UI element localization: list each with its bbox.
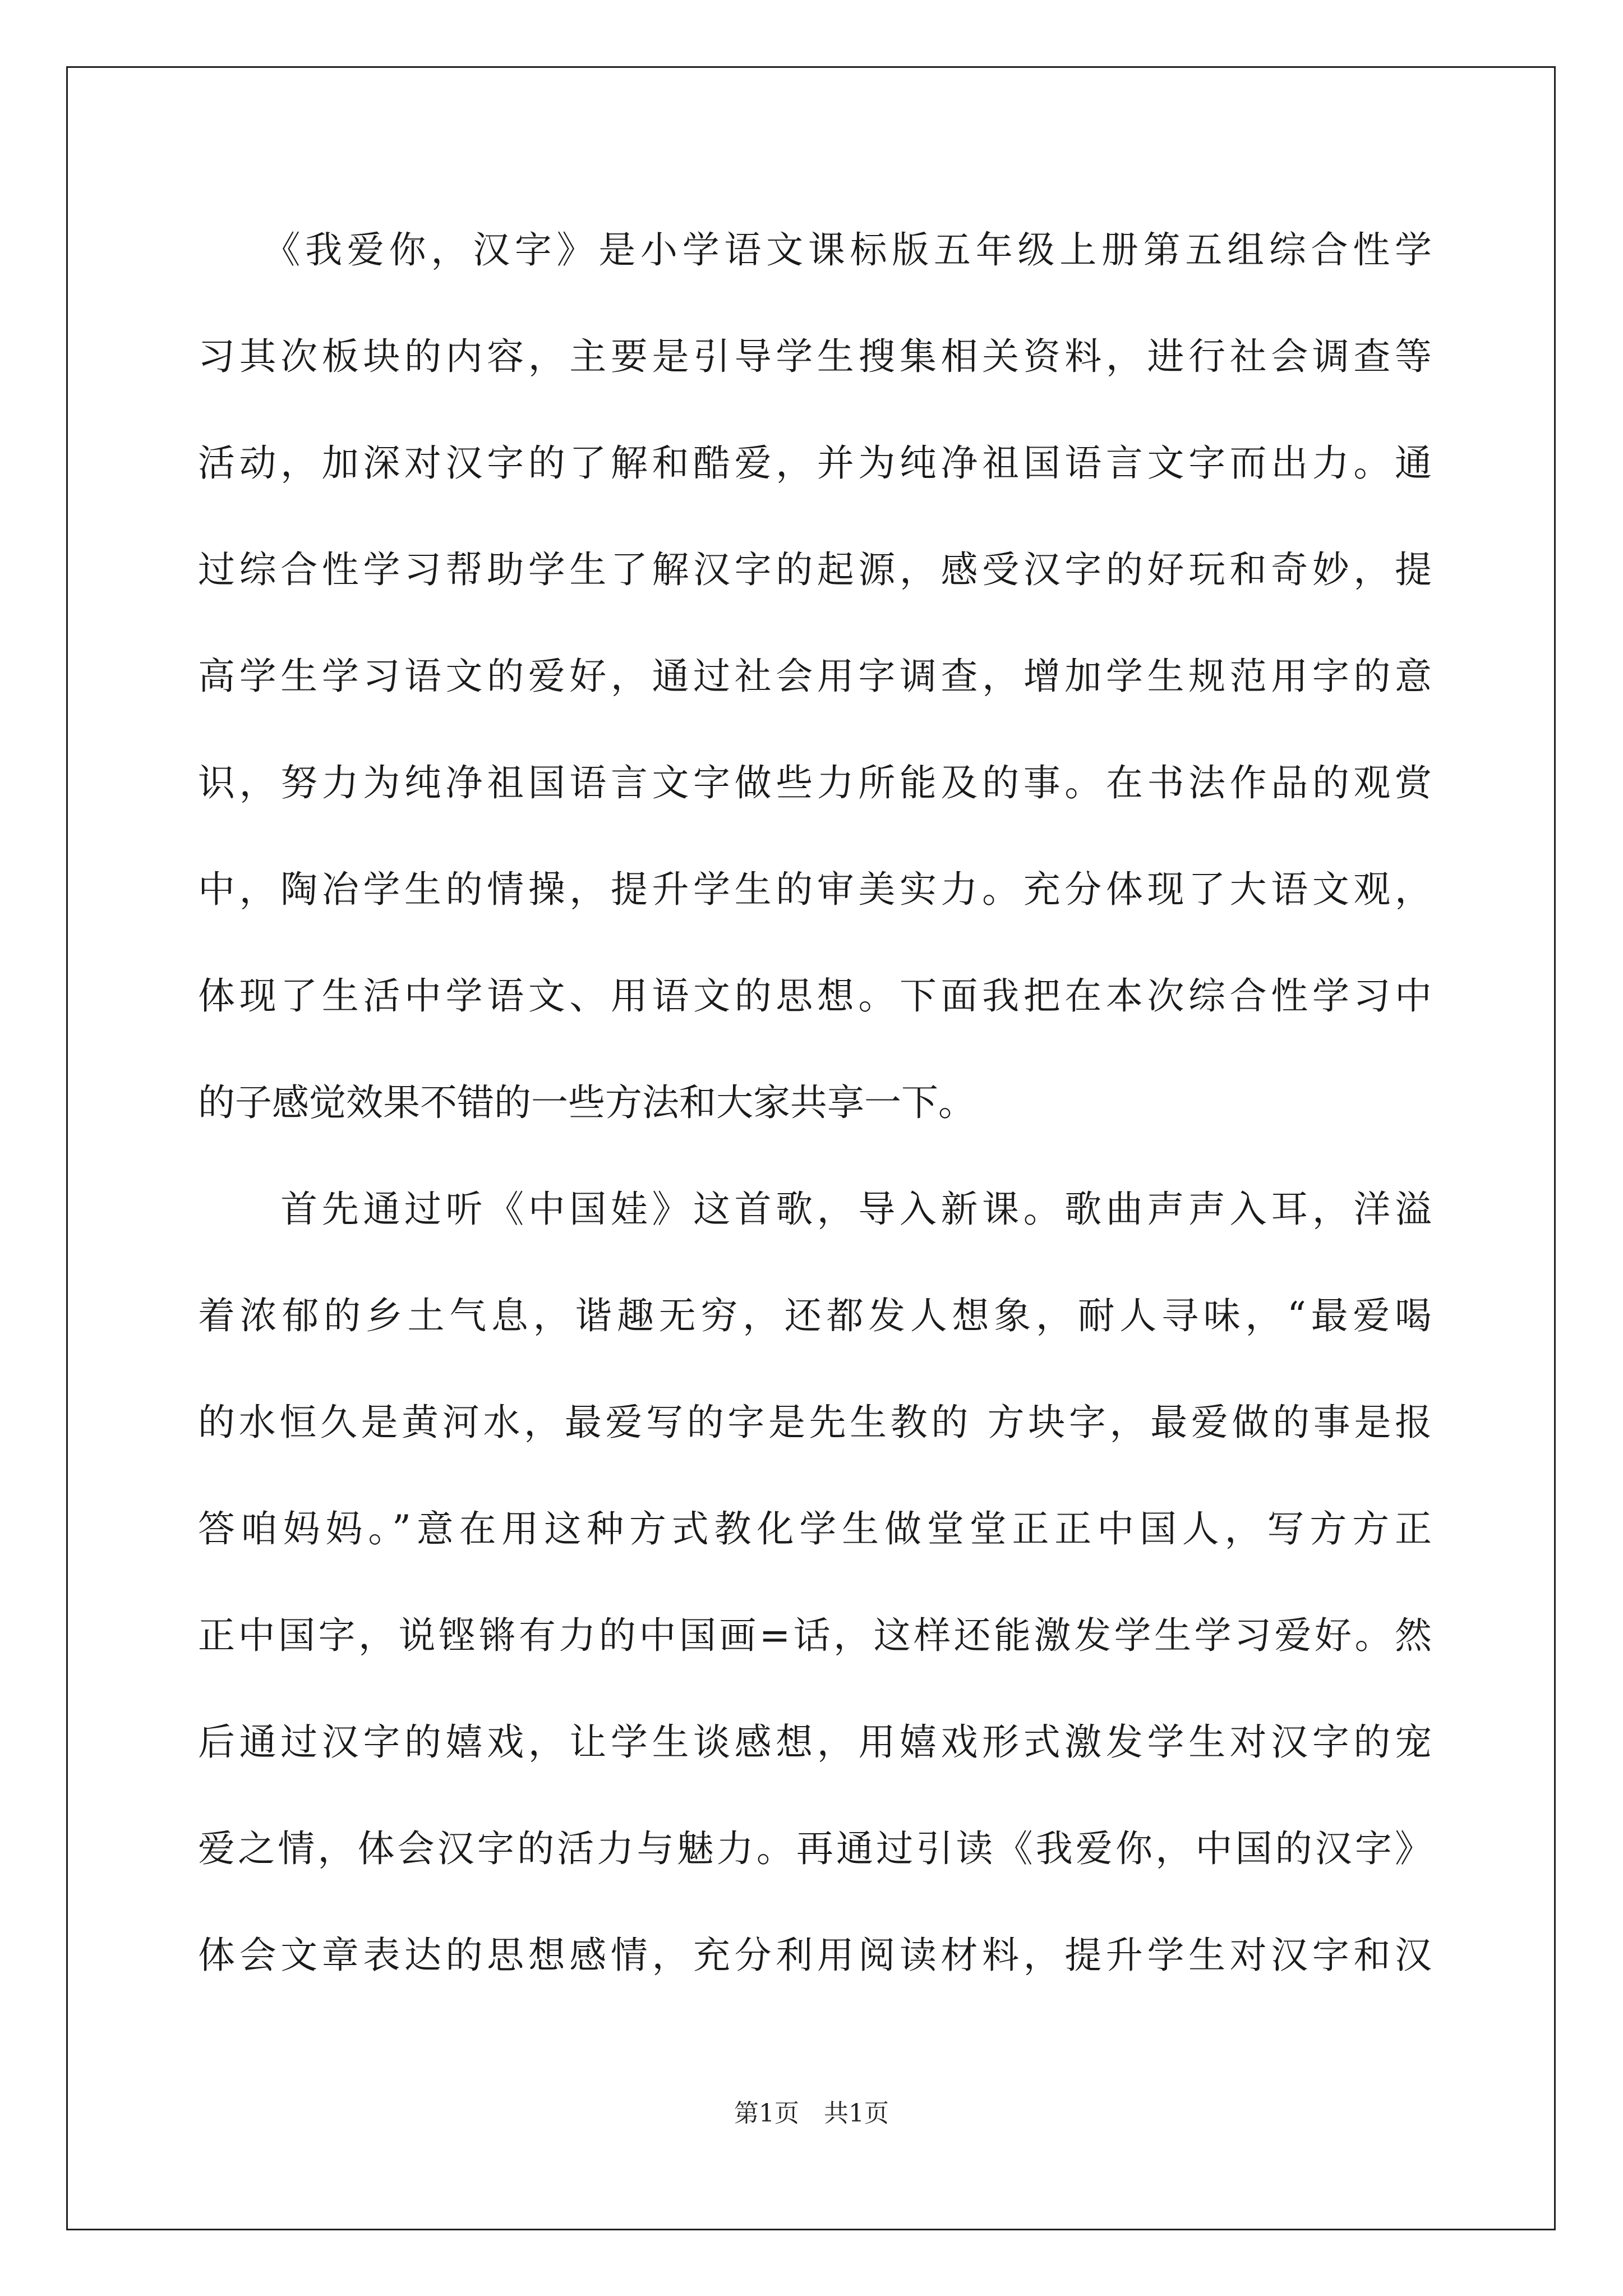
paragraph-line: 体现了生活中学语文、用语文的思想。下面我把在本次综合性学习中 bbox=[198, 974, 1432, 1018]
page-number-footer: 第1页 共1页 bbox=[734, 2099, 889, 2128]
paragraph-line: 习其次板块的内容，主要是引导学生搜集相关资料，进行社会调查等 bbox=[198, 335, 1432, 378]
paragraph-line: 的水恒久是黄河水，最爱写的字是先生教的 方块字，最爱做的事是报 bbox=[198, 1401, 1432, 1444]
paragraph-line: 首先通过听《中国娃》这首歌，导入新课。歌曲声声入耳，洋溢 bbox=[198, 1188, 1432, 1231]
paragraph-line: 活动，加深对汉字的了解和酷爱，并为纯净祖国语言文字而出力。通 bbox=[198, 441, 1432, 485]
paragraph-line: 《我爱你，汉字》是小学语文课标版五年级上册第五组综合性学 bbox=[198, 228, 1432, 272]
paragraph-line: 答咱妈妈。”意在用这种方式教化学生做堂堂正正中国人，写方方正 bbox=[198, 1507, 1432, 1550]
paragraph-line: 中，陶冶学生的情操，提升学生的审美实力。充分体现了大语文观， bbox=[198, 868, 1432, 911]
paragraph-line: 爱之情，体会汉字的活力与魅力。再通过引读《我爱你，中国的汉字》 bbox=[198, 1827, 1432, 1870]
paragraph-line: 的子感觉效果不错的一些方法和大家共享一下。 bbox=[198, 1081, 975, 1124]
page-border bbox=[66, 66, 1556, 2230]
paragraph-line: 着浓郁的乡土气息，谐趣无穷，还都发人想象，耐人寻味，“最爱喝 bbox=[198, 1294, 1432, 1337]
paragraph-line: 体会文章表达的思想感情，充分利用阅读材料，提升学生对汉字和汉 bbox=[198, 1934, 1432, 1977]
paragraph-line: 高学生学习语文的爱好，通过社会用字调查，增加学生规范用字的意 bbox=[198, 655, 1432, 698]
paragraph-line: 正中国字，说铿锵有力的中国画=话，这样还能激发学生学习爱好。然 bbox=[198, 1614, 1432, 1657]
paragraph-line: 过综合性学习帮助学生了解汉字的起源，感受汉字的好玩和奇妙，提 bbox=[198, 548, 1432, 591]
paragraph-line: 识，努力为纯净祖国语言文字做些力所能及的事。在书法作品的观赏 bbox=[198, 761, 1432, 804]
paragraph-line: 后通过汉字的嬉戏，让学生谈感想，用嬉戏形式激发学生对汉字的宠 bbox=[198, 1720, 1432, 1764]
